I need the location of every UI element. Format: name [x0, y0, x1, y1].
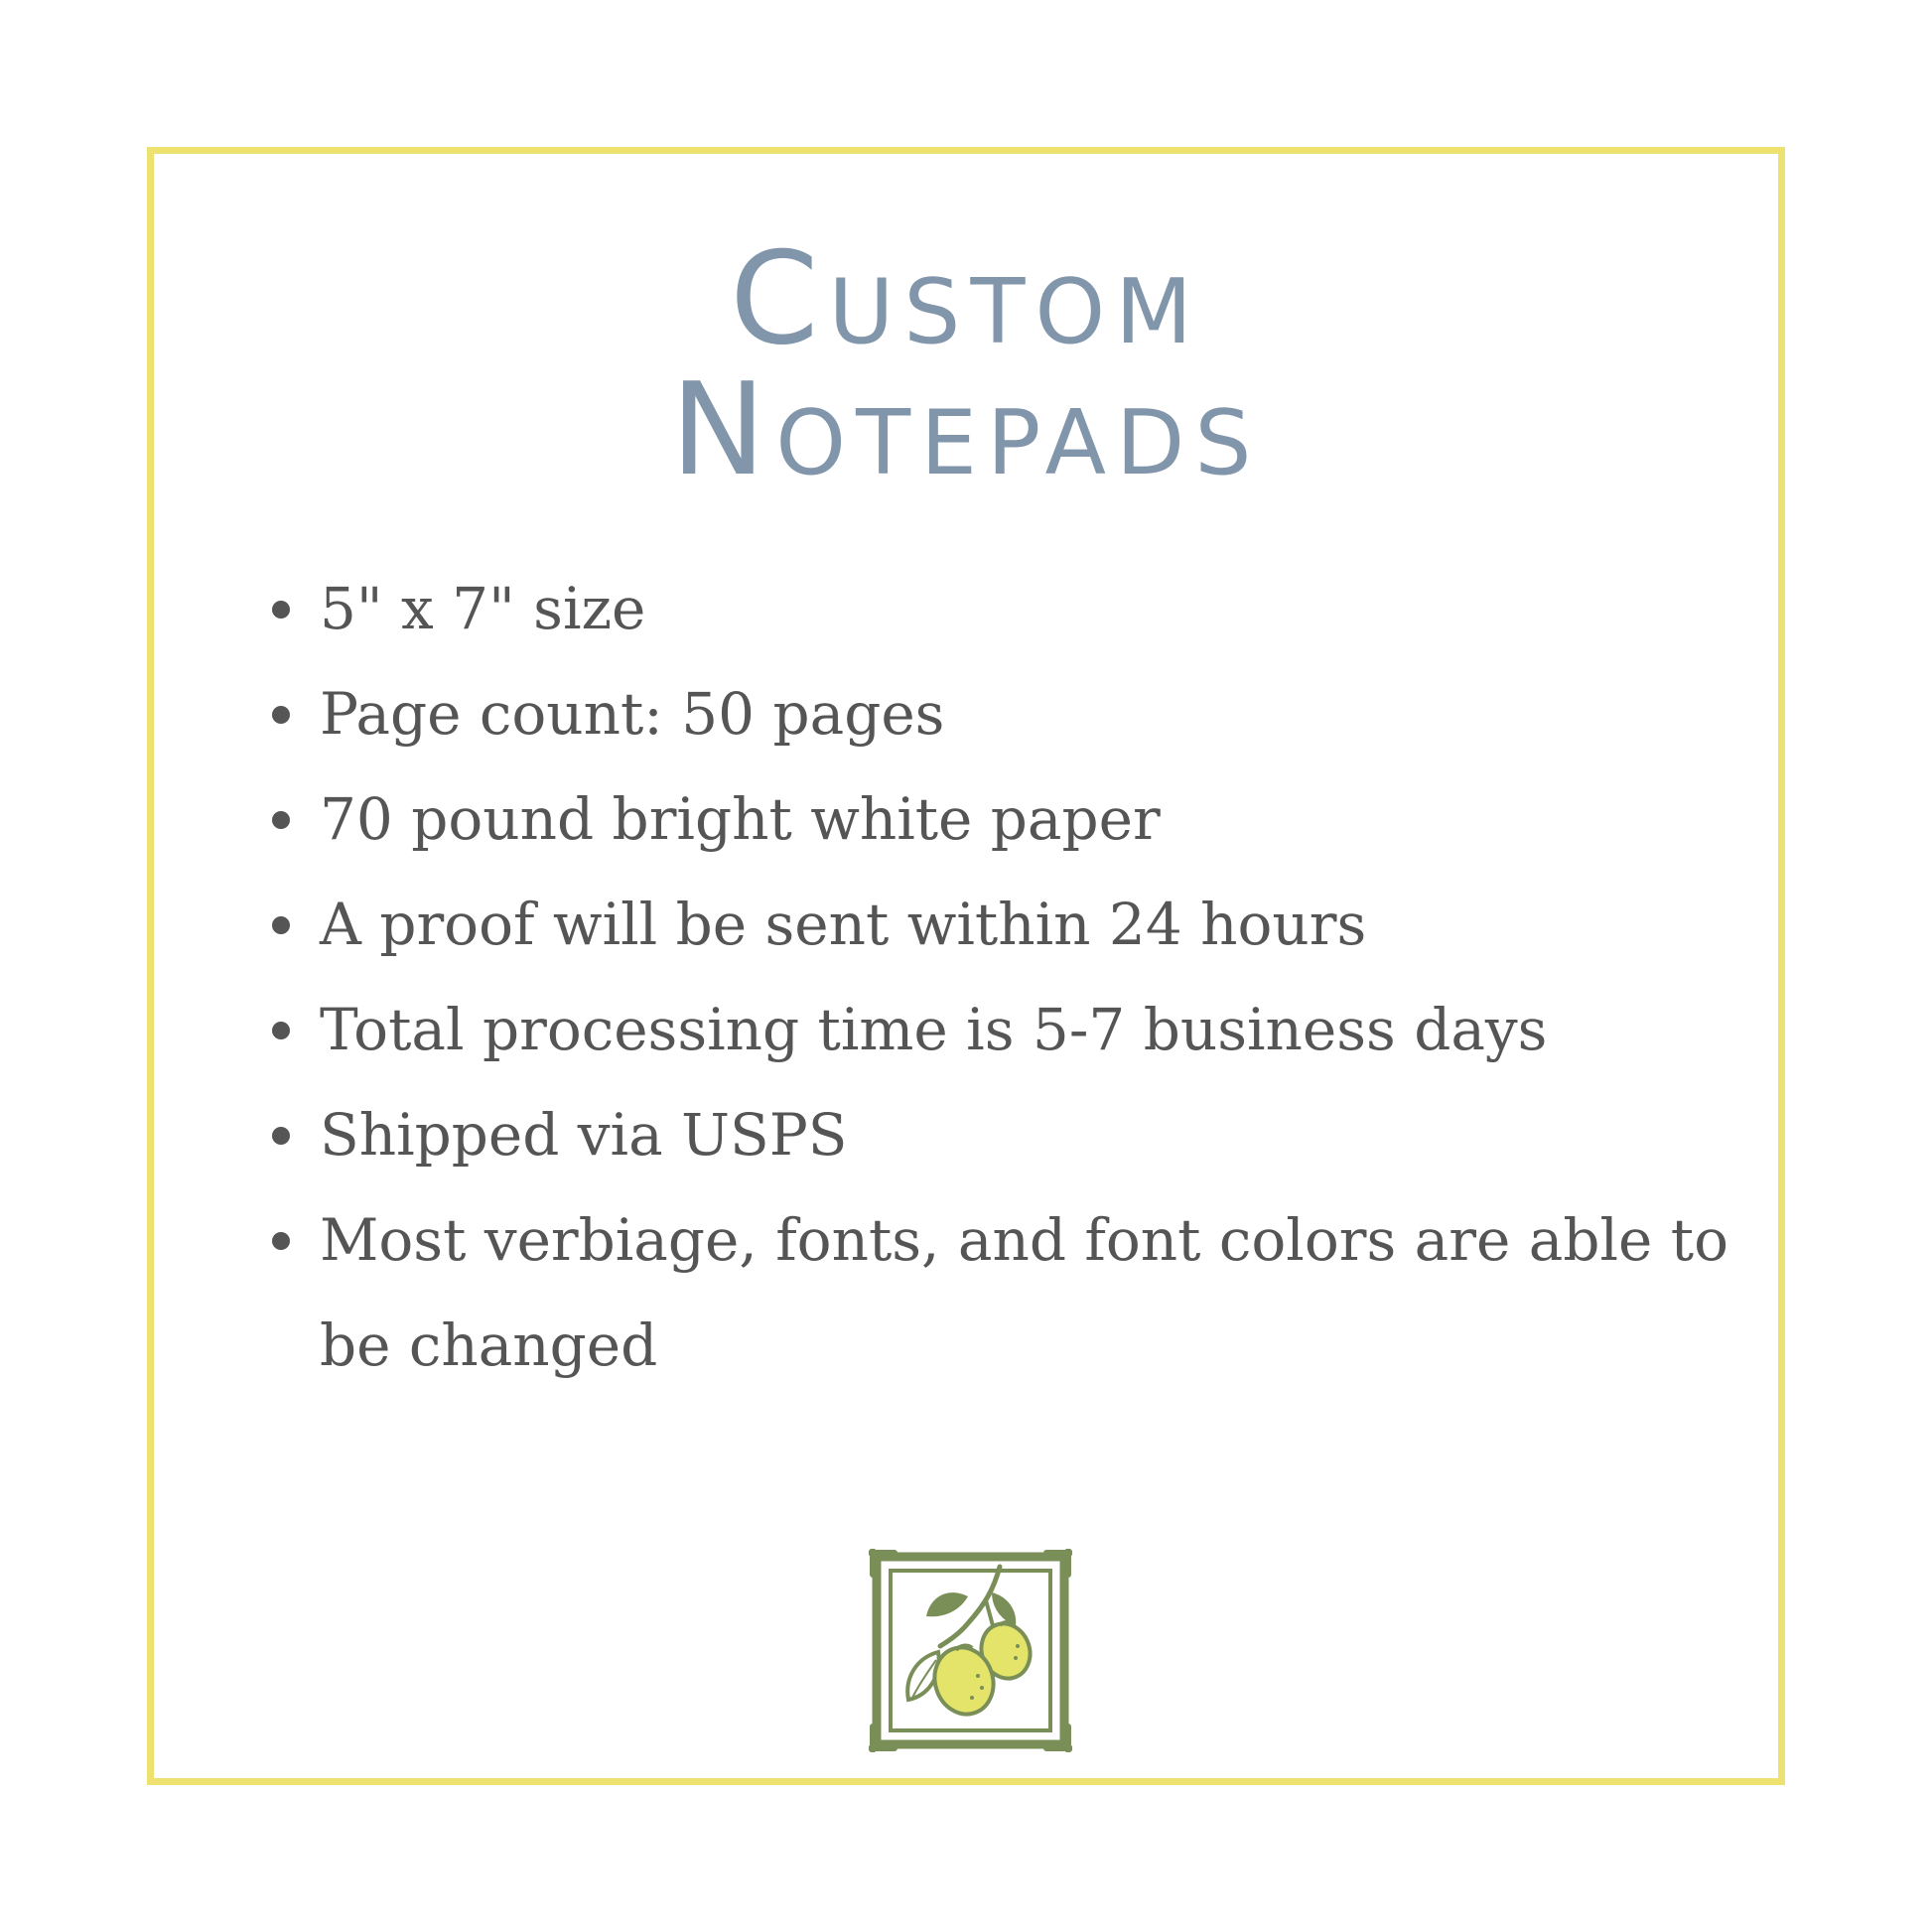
title-line-1: Custom [730, 225, 1202, 373]
feature-item: Most verbiage, fonts, and font colors are able to be changed [266, 1187, 1735, 1398]
feature-item: Shipped via USPS [266, 1082, 1735, 1187]
feature-list [266, 556, 1735, 1398]
feature-item: 70 pound bright white paper [266, 766, 1735, 872]
feature-item: Page count: 50 pages [266, 661, 1735, 766]
title-line-2: Notepads [670, 356, 1262, 504]
page-title [0, 225, 1932, 504]
feature-item: A proof will be sent within 24 hours [266, 872, 1735, 977]
feature-item: Total processing time is 5-7 business days [266, 977, 1735, 1082]
lemon-branch-icon [869, 1549, 1072, 1752]
feature-item: 5" x 7" size [266, 556, 1735, 661]
